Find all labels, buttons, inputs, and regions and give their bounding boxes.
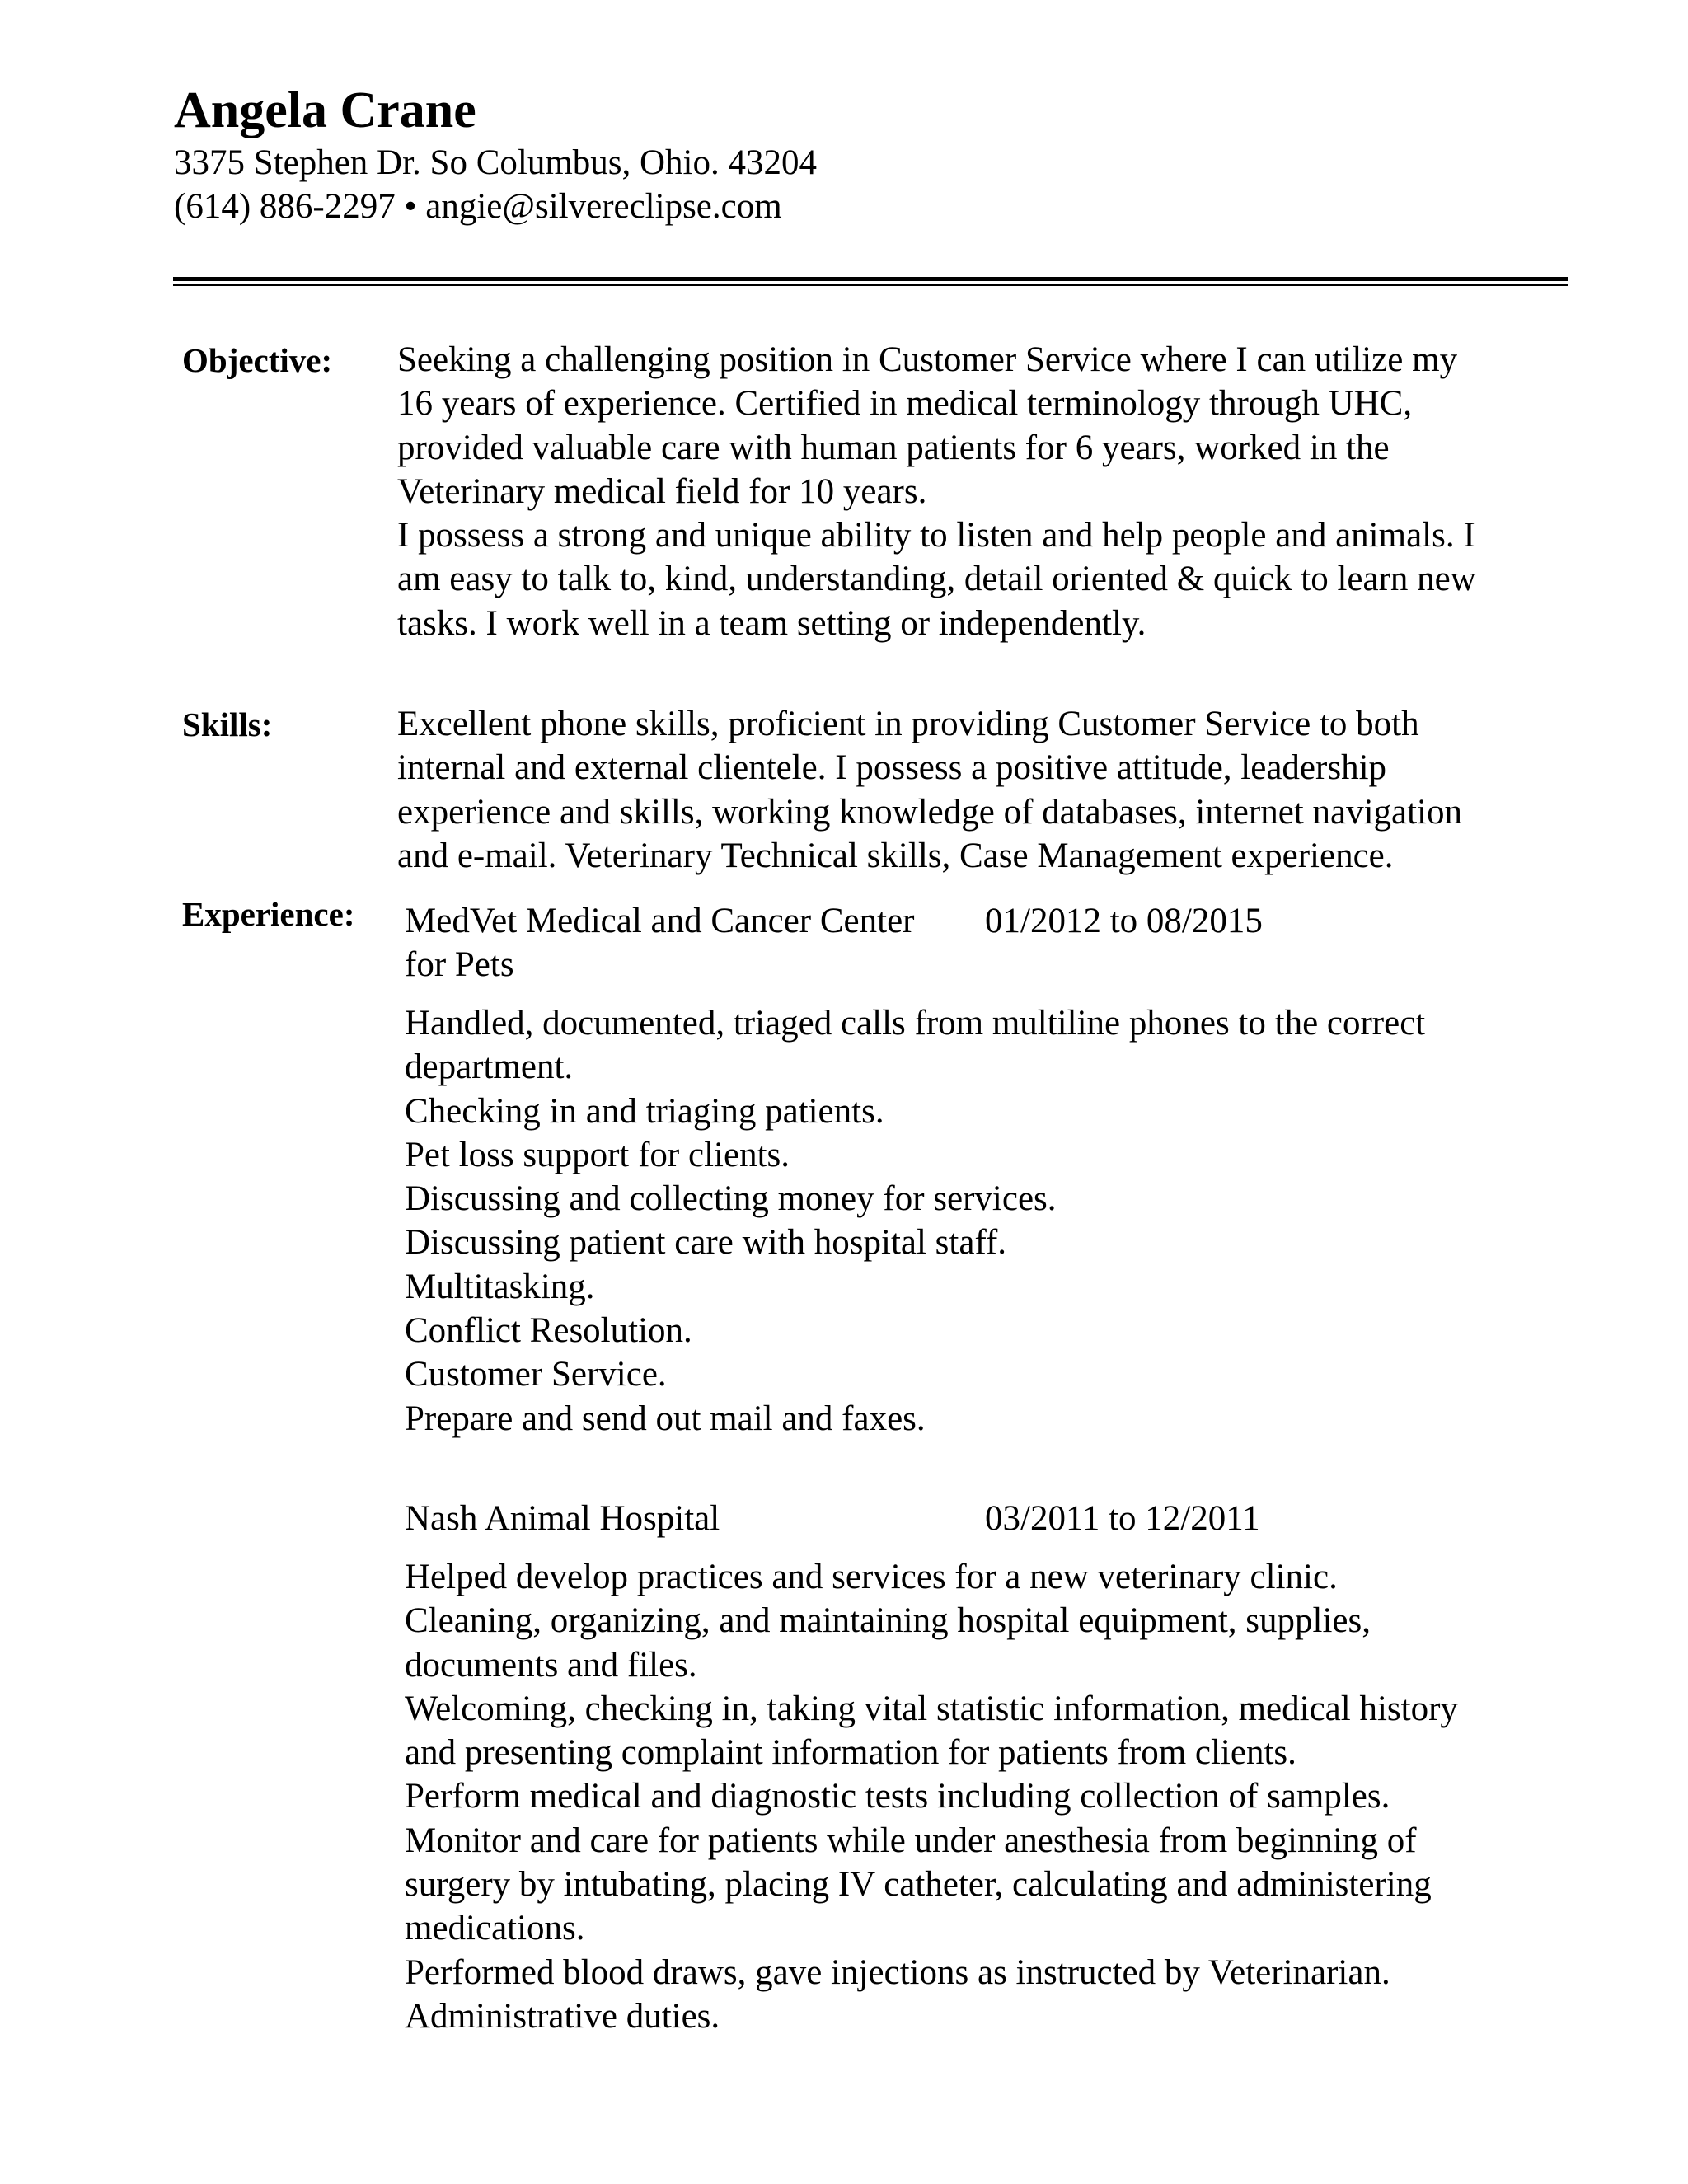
job-dates: 01/2012 to 08/2015	[985, 902, 1263, 940]
experience-label: Experience:	[182, 895, 355, 933]
objective-line: tasks. I work well in a team setting or independently.	[397, 603, 1146, 643]
duty-line: Discussing and collecting money for services.	[405, 1179, 1057, 1219]
header-divider-thick	[173, 277, 1568, 281]
duty-line: Helped develop practices and services for a new veterinary clinic.	[405, 1558, 1338, 1596]
duty-line: Monitor and care for patients while under anesthesia from beginning of	[405, 1821, 1417, 1860]
duty-line: Customer Service.	[405, 1355, 667, 1394]
duty-line: Perform medical and diagnostic tests including collection of samples.	[405, 1777, 1390, 1816]
skills-line: and e-mail. Veterinary Technical skills, Case Management experience.	[397, 836, 1394, 875]
duty-line: documents and files.	[405, 1645, 697, 1685]
objective-line: provided valuable care with human patients for 6 years, worked in the	[397, 428, 1390, 467]
skills-line: experience and skills, working knowledge of databases, internet navigation	[397, 792, 1462, 832]
skills-text	[397, 702, 1462, 878]
objective-line: am easy to talk to, kind, understanding, detail oriented & quick to learn new	[397, 560, 1476, 599]
job-duties	[405, 1001, 1425, 1441]
duty-line: Multitasking.	[405, 1267, 595, 1306]
objective-line: Veterinary medical field for 10 years.	[397, 471, 927, 511]
job-employer: Nash Animal Hospital	[405, 1499, 720, 1538]
duty-line: Performed blood draws, gave injections as instructed by Veterinarian.	[405, 1952, 1390, 1992]
skills-line: Excellent phone skills, proficient in providing Customer Service to both	[397, 705, 1419, 743]
skills-line: internal and external clientele. I possess a positive attitude, leadership	[397, 748, 1387, 788]
job-employer-continued: for Pets	[405, 945, 514, 984]
resume-address: 3375 Stephen Dr. So Columbus, Ohio. 43204	[174, 143, 818, 182]
duty-line: department.	[405, 1047, 574, 1087]
duty-line: Administrative duties.	[405, 1996, 720, 2036]
duty-line: and presenting complaint information for patients from clients.	[405, 1733, 1296, 1773]
duty-line: Cleaning, organizing, and maintaining hospital equipment, supplies,	[405, 1601, 1371, 1641]
duty-line: Discussing patient care with hospital staff.	[405, 1223, 1007, 1263]
header-divider-thin	[173, 284, 1568, 286]
duty-line: surgery by intubating, placing IV catheter, calculating and administering	[405, 1865, 1432, 1905]
job-employer: MedVet Medical and Cancer Center	[405, 902, 915, 940]
objective-line: 16 years of experience. Certified in medical terminology through UHC,	[397, 384, 1413, 424]
objective-line: Seeking a challenging position in Customer Service where I can utilize my	[397, 340, 1458, 379]
resume-contact: (614) 886-2297 • angie@silvereclipse.com	[174, 187, 782, 226]
job-duties	[405, 1555, 1458, 2038]
duty-line: Conflict Resolution.	[405, 1311, 692, 1351]
duty-line: Prepare and send out mail and faxes.	[405, 1399, 926, 1438]
resume-name: Angela Crane	[174, 82, 476, 138]
duty-line: Welcoming, checking in, taking vital statistic information, medical history	[405, 1689, 1458, 1728]
job-dates: 03/2011 to 12/2011	[985, 1499, 1260, 1538]
duty-line: Handled, documented, triaged calls from multiline phones to the correct	[405, 1004, 1426, 1043]
duty-line: medications.	[405, 1909, 585, 1948]
skills-label: Skills:	[182, 705, 273, 743]
duty-line: Pet loss support for clients.	[405, 1135, 790, 1174]
objective-line: I possess a strong and unique ability to listen and help people and animals. I	[397, 516, 1475, 555]
duty-line: Checking in and triaging patients.	[405, 1091, 884, 1131]
objective-text	[397, 338, 1476, 645]
objective-label: Objective:	[182, 341, 333, 379]
